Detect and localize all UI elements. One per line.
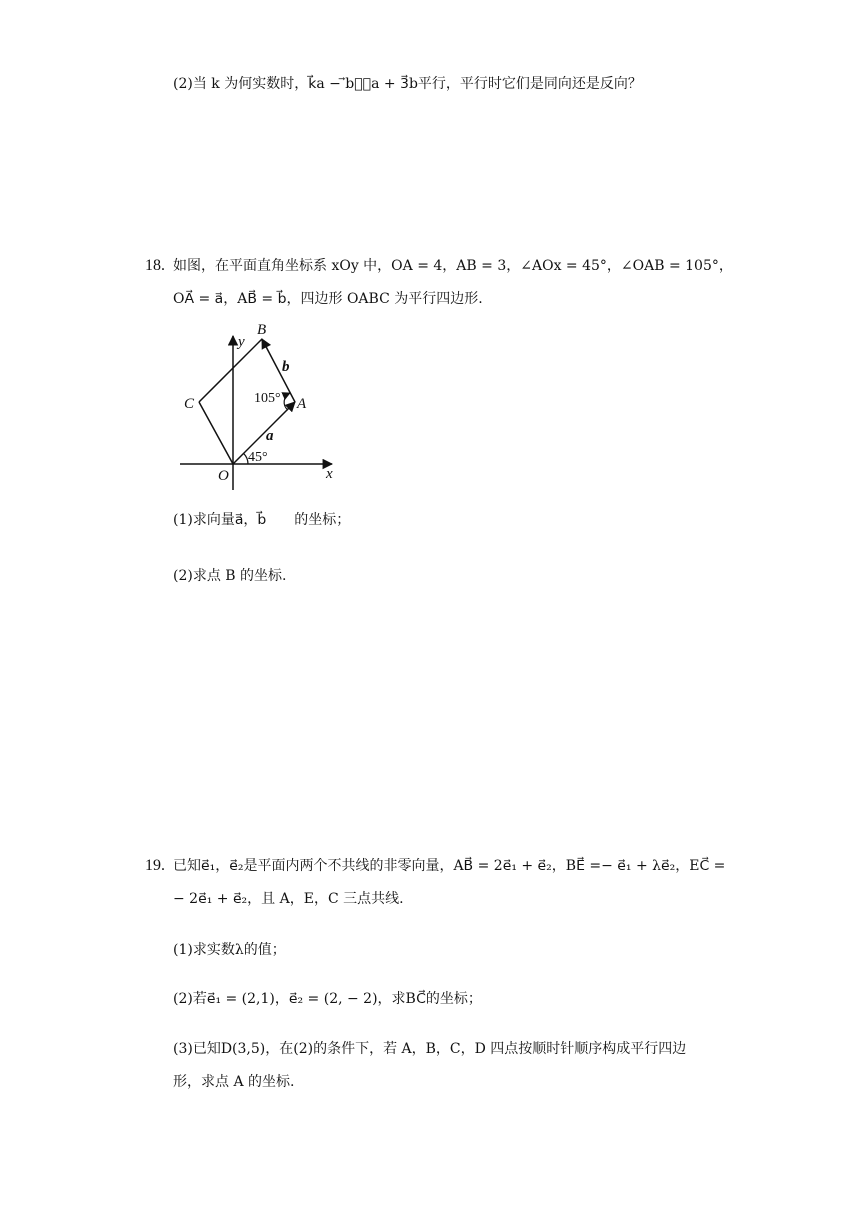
q17-part2: (2)当 k 为何实数时，k⃗a − ⃗b与⃗a + 3⃗b平行，平行时它们是同向还是反向？ [173, 76, 642, 92]
label-A: A [297, 396, 307, 412]
label-B: B [257, 322, 267, 338]
q19-line2: − 2e⃗₁ + e⃗₂，且 A，E，C 三点共线. [173, 891, 404, 907]
q18-number: 18. [145, 257, 165, 274]
side-OC [199, 402, 233, 464]
label-a: a [266, 428, 274, 444]
angle-105-label: 105° [254, 391, 281, 406]
label-C: C [184, 396, 195, 412]
q18-line2: OA⃗ = a⃗，AB⃗ = b⃗，四边形 OABC 为平行四边形. [173, 291, 483, 307]
q19-part3-line2: 形，求点 A 的坐标. [173, 1074, 295, 1090]
q19-part1: (1)求实数λ的值； [173, 942, 286, 958]
q19-part2: (2)若e⃗₁ = (2,1)，e⃗₂ = (2, − 2)，求BC⃗的坐标； [173, 991, 482, 1007]
label-y: y [238, 334, 245, 350]
label-b: b [282, 359, 290, 375]
q18-part1: (1)求向量a⃗，b⃗ 的坐标； [173, 512, 351, 528]
q19-line1: 已知e⃗₁，e⃗₂是平面内两个不共线的非零向量，AB⃗ = 2e⃗₁ + e⃗₂，BE⃗ =− e⃗₁ + λe⃗₂，EC⃗ = [173, 858, 726, 874]
q19-part3-line1: (3)已知D(3,5)，在(2)的条件下，若 A，B，C，D 四点按顺时针顺序构成平行四边 [173, 1041, 687, 1057]
q18-part2: (2)求点 B 的坐标. [173, 568, 287, 584]
label-x: x [326, 466, 333, 482]
label-O: O [218, 468, 229, 484]
angle-45-label: 45° [248, 450, 268, 465]
q19-number: 19. [145, 857, 165, 874]
parallelogram-figure [172, 318, 342, 498]
side-CB [199, 339, 262, 402]
q18-line1: 如图，在平面直角坐标系 xOy 中，OA = 4，AB = 3，∠AOx = 45°，∠OAB = 105°， [173, 258, 733, 274]
